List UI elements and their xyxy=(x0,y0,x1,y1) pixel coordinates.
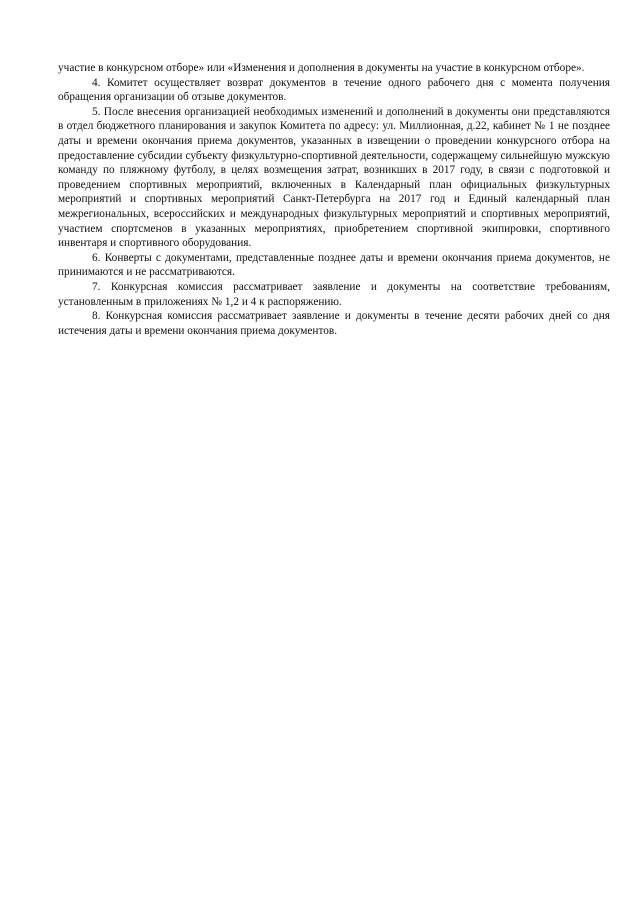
paragraph-item-6: 6. Конверты с документами, представленные позднее даты и времени окончания приема документов, не принимаются и не рассматриваются. xyxy=(58,251,610,279)
paragraph-item-8: 8. Конкурсная комиссия рассматривает заявление и документы в течение десяти рабочих дней со дня истечения даты и времени окончания приема документов. xyxy=(58,310,610,337)
paragraph-item-4: 4. Комитет осуществляет возврат документов в течение одного рабочего дня с момента получения обращения организации об отзыве документов. xyxy=(58,76,610,104)
document-page xyxy=(58,61,610,338)
paragraph-continuation: участие в конкурсном отборе» или «Изменения и дополнения в документы на участие в конкурсном отборе». xyxy=(58,62,585,74)
paragraph-item-7: 7. Конкурсная комиссия рассматривает заявление и документы на соответствие требованиям, установленным в приложениях № 1,2 и 4 к распоряжению. xyxy=(58,280,610,308)
paragraph-item-5: 5. После внесения организацией необходимых изменений и дополнений в документы они представляются в отдел бюджетного планирования и закупок Комитета по адресу: ул. Миллионная, д.22, кабинет № 1 не позднее даты и времени окончания приема документов, указанных в извещении о проведении конкурсного отбора на предоставление субсидии субъекту физкультурно-спортивной деятельности, содержащему сильнейшую мужскую команду по пляжному футболу, в целях возмещения затрат, возникших в 2017 году, в связи с подготовкой и проведением спортивных мероприятий, включенных в Календарный план официальных физкультурных мероприятий и спортивных мероприятий Санкт-Петербурга на 2017 год и Единый календарный план межрегиональных, всероссийских и международных физкультурных мероприятий и спортивных мероприятий, участием спортсменов в указанных мероприятиях, приобретением спортивной экипировки, спортивного инвентаря и спортивного оборудования. xyxy=(58,105,610,250)
